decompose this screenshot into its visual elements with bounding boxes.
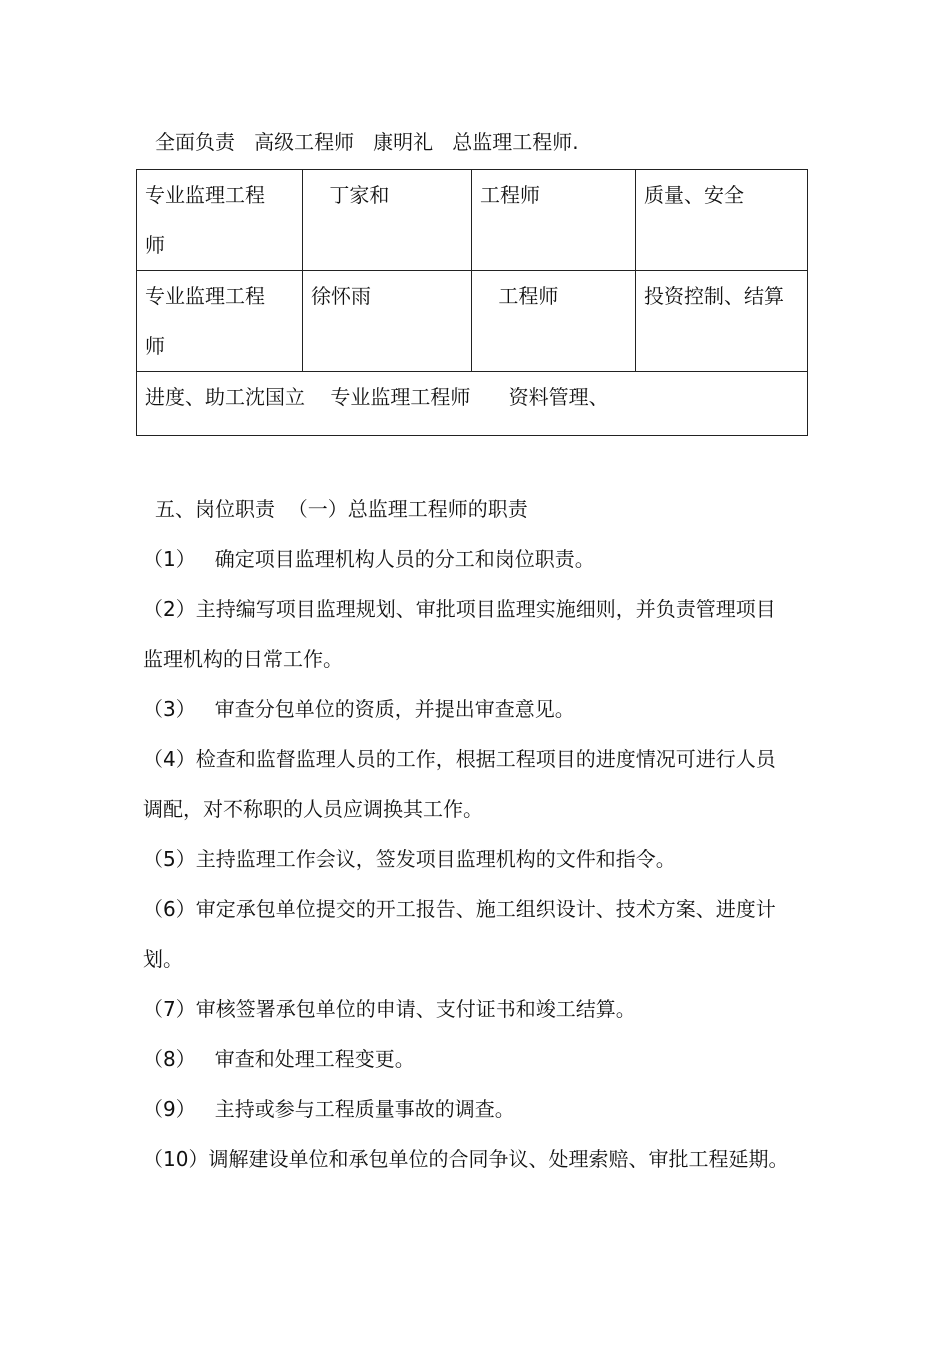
duty-item: （9） 主持或参与工程质量事故的调查。 (143, 1097, 515, 1121)
table-row (137, 271, 808, 372)
merged-cell: 进度、助工沈国立 专业监理工程师 资料管理、 (137, 372, 808, 436)
duty-cell: 投资控制、结算 (636, 271, 808, 372)
role-cell: 专业监理工程师 (137, 271, 303, 372)
intro-line: 全面负责 高级工程师 康明礼 总监理工程师. (155, 130, 579, 154)
duty-item: （4）检查和监督监理人员的工作，根据工程项目的进度情况可进行人员调配，对不称职的人员应调换其工作。 (143, 747, 776, 821)
duties-section (143, 484, 793, 1184)
title-cell: 工程师 (472, 170, 636, 271)
duty-item: （7）审核签署承包单位的申请、支付证书和竣工结算。 (143, 997, 636, 1021)
title-cell: 工程师 (472, 271, 636, 372)
table-row (137, 170, 808, 271)
staff-table (136, 169, 808, 436)
duty-item: （6）审定承包单位提交的开工报告、施工组织设计、技术方案、进度计划。 (143, 897, 776, 971)
duty-item: （8） 审查和处理工程变更。 (143, 1047, 415, 1071)
duty-item: （1） 确定项目监理机构人员的分工和岗位职责。 (143, 547, 595, 571)
section-heading: 五、岗位职责 （一）总监理工程师的职责 (155, 497, 528, 521)
duty-item: （10）调解建设单位和承包单位的合同争议、处理索赔、审批工程延期。 (143, 1147, 789, 1171)
table-row-merged (137, 372, 808, 436)
role-cell: 专业监理工程师 (137, 170, 303, 271)
name-cell: 徐怀雨 (303, 271, 472, 372)
name-cell: 丁家和 (303, 170, 472, 271)
duty-item: （5）主持监理工作会议，签发项目监理机构的文件和指令。 (143, 847, 676, 871)
duty-item: （2）主持编写项目监理规划、审批项目监理实施细则，并负责管理项目监理机构的日常工作。 (143, 597, 776, 671)
duty-cell: 质量、安全 (636, 170, 808, 271)
duty-item: （3） 审查分包单位的资质，并提出审查意见。 (143, 697, 575, 721)
